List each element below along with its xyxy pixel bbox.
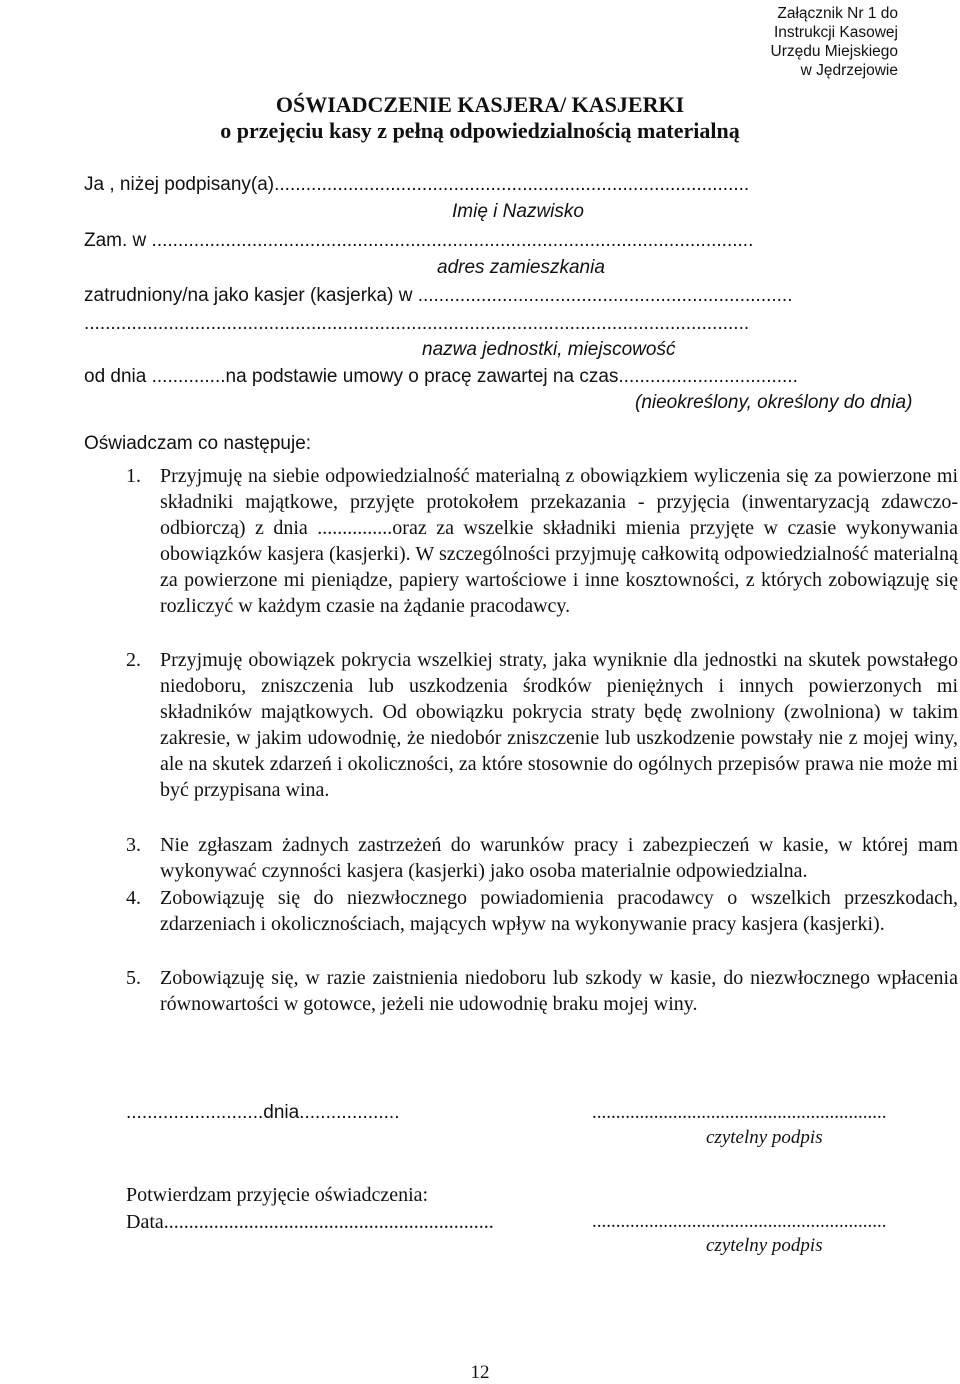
date-signature-line: ..........................dnia................... [126,1102,400,1123]
item-number: 4. [126,887,141,909]
declaration-intro: Oświadczam co następuje: [84,433,312,454]
signature-dots: .............................................................. [592,1211,887,1232]
date-field-line: od dnia ..............na podstawie umowy o pracę zawartej na czas.................................. [84,366,798,387]
item-number: 3. [126,834,141,856]
signature-dots: .............................................................. [592,1102,887,1123]
employment-field-line: zatrudniony/na jako kasjer (kasjerka) w ....................................................................... [84,285,793,306]
signature-label: czytelny podpis [706,1235,823,1256]
annex-line: Załącznik Nr 1 do [777,5,898,22]
item-text: Nie zgłaszam żadnych zastrzeżeń do warunków pracy i zabezpieczeń w kasie, w której mam wykonywać czynności kasjera (kasjerki) jako osoba materialnie odpowiedzialna. [160,834,958,882]
annex-note [771,4,899,80]
name-field-hint: Imię i Nazwisko [452,201,584,222]
item-text: Zobowiązuję się do niezwłocznego powiadomienia pracodawcy o wszelkich przeszkodach, zdarzeniach i okolicznościach, mających wpływ na wykonywanie pracy kasjera (kasjerki). [160,887,958,935]
unit-field-line: .............................................................................................................................. [84,313,750,334]
unit-field-hint: nazwa jednostki, miejscowość [422,339,676,360]
signature-label: czytelny podpis [706,1127,823,1148]
item-number: 5. [126,967,141,989]
document-subtitle: o przejęciu kasy z pełną odpowiedzialnością materialną [220,118,740,143]
annex-line: w Jędrzejowie [800,62,898,79]
data-line: Data.................................................................. [126,1211,494,1233]
address-field-line: Zam. w .................................................................................................................. [84,230,754,251]
address-field-hint: adres zamieszkania [437,257,605,278]
date-field-hint: (nieokreślony, określony do dnia) [635,392,913,413]
item-number: 1. [126,465,141,487]
name-field-line: Ja , niżej podpisany(a).......................................................................................... [84,174,750,195]
annex-line: Urzędu Miejskiego [770,43,898,60]
document-title: OŚWIADCZENIE KASJERA/ KASJERKI [275,92,685,117]
item-text: Przyjmuję obowiązek pokrycia wszelkiej straty, jaka wyniknie dla jednostki na skutek powstałego niedoboru, zniszczenia lub uszkodzenia środków pieniężnych i innych powierzonych mi składników majątkowych. Od obowiązku pokrycia straty będę zwolniony (zwolniona) w takim zakresie, w jakim udowodnię, że niedobór zniszczenie lub uszkodzenie powstały nie z mojej winy, ale na skutek zdarzeń i okoliczności, za które stosownie do ogólnych przepisów prawa nie może mi być przypisana wina. [160,649,958,801]
confirmation-label: Potwierdzam przyjęcie oświadczenia: [126,1184,429,1206]
item-number: 2. [126,649,141,671]
annex-line: Instrukcji Kasowej [773,24,898,41]
item-text: Zobowiązuję się, w razie zaistnienia niedoboru lub szkody w kasie, do niezwłocznego wpłacenia równowartości w gotowce, jeżeli nie udowodnię braku mojej winy. [160,967,958,1015]
page-number: 12 [470,1362,490,1383]
item-text: Przyjmuję na siebie odpowiedzialność materialną z obowiązkiem wyliczenia się za powierzone mi składniki majątkowe, przyjęte protokołem przekazania - przyjęcia (inwentaryzacją zdawczo-odbiorczą) z dnia ...............oraz za wszelkie składniki mienia przyjęte w czasie wykonywania obowiązków kasjera (kasjerki). W szczególności przyjmuję całkowitą odpowiedzialność materialną za powierzone mi pieniądze, papiery wartościowe i inne kosztowności, z których zobowiązuję się rozliczyć w każdym czasie na żądanie pracodawcy. [160,465,958,617]
